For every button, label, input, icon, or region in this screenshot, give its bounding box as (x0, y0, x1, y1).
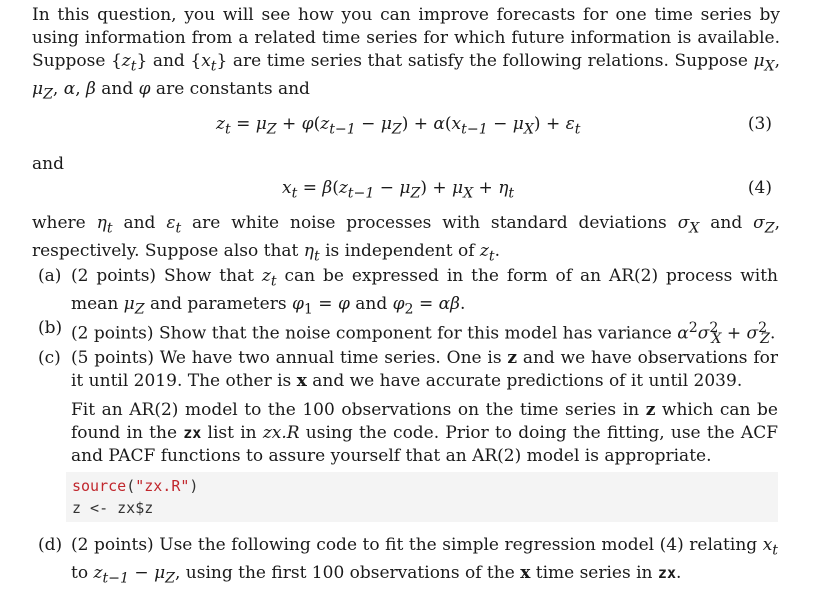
code-line-2: z <- zx$z (72, 499, 154, 517)
part-c-text: (5 points) We have two annual time series. One is z and we have observations for it until 2019. The other is x and we have accurate predictions of it until 2039. (71, 348, 778, 391)
part-d-text: (2 points) Use the following code to fit the simple regression model (4) relating $x_t$ to $z_{t-1} - \mu_Z$, using the first 100 observations of the x time series in zx. (71, 535, 778, 587)
part-c-text-2: Fit an AR(2) model to the 100 observations on the time series in z which can be found in the zx list in zx.R using the code. Prior to doing the fitting, use the ACF and PACF functions to assure yourself that an AR(2) model is appropriate. (71, 400, 778, 466)
equation-3-number: (3) (747, 114, 772, 134)
part-d (38, 534, 778, 591)
where-paragraph: where $\eta_t$ and $\varepsilon_t$ are white noise processes with standard deviations $\sigma_X$ and $\sigma_Z$, respectively. Suppose also that $\eta_t$ is independent of $z_t$. (32, 213, 780, 265)
part-a-label: (a) (38, 266, 62, 286)
code-block (66, 472, 778, 522)
equation-3-formula: $z_t = \mu_Z + \varphi(z_{t-1} - \mu_Z) + \alpha(x_{t-1} - \mu_X) + \varepsilon_t$ (216, 114, 581, 138)
equation-4-formula: $x_t = \beta(z_{t-1} - \mu_Z) + \mu_X + \eta_t$ (282, 178, 515, 202)
part-c (38, 347, 778, 468)
part-a (38, 265, 778, 322)
and-word: and (32, 154, 64, 174)
part-a-text: (2 points) Show that $z_t$ can be expressed in the form of an AR(2) process with mean $\mu_Z$ and parameters $\varphi_1 = \varphi$ and $\varphi_2 = \alpha\beta$. (71, 266, 778, 318)
code-line-1: source("zx.R") (72, 477, 199, 495)
part-c-label: (c) (38, 348, 61, 368)
equation-4-number: (4) (747, 178, 772, 198)
equation-3 (0, 113, 818, 139)
part-b-text: (2 points) Show that the noise component for this model has variance $\alpha^2\sigma^2_X + \sigma^2_Z$. (71, 320, 776, 348)
equation-4 (0, 177, 818, 203)
intro-paragraph: In this question, you will see how you can improve forecasts for one time series by using information from a related time series for which future information is available. Suppose $\{z_t\}$ and $\{x_t\}$ are time series that satisfy the following relations. Suppose $\mu_X$, $\mu_Z$, α, β and φ are constants and (32, 5, 780, 103)
part-b (38, 317, 778, 351)
part-b-label: (b) (38, 318, 63, 338)
part-d-label: (d) (38, 535, 63, 555)
